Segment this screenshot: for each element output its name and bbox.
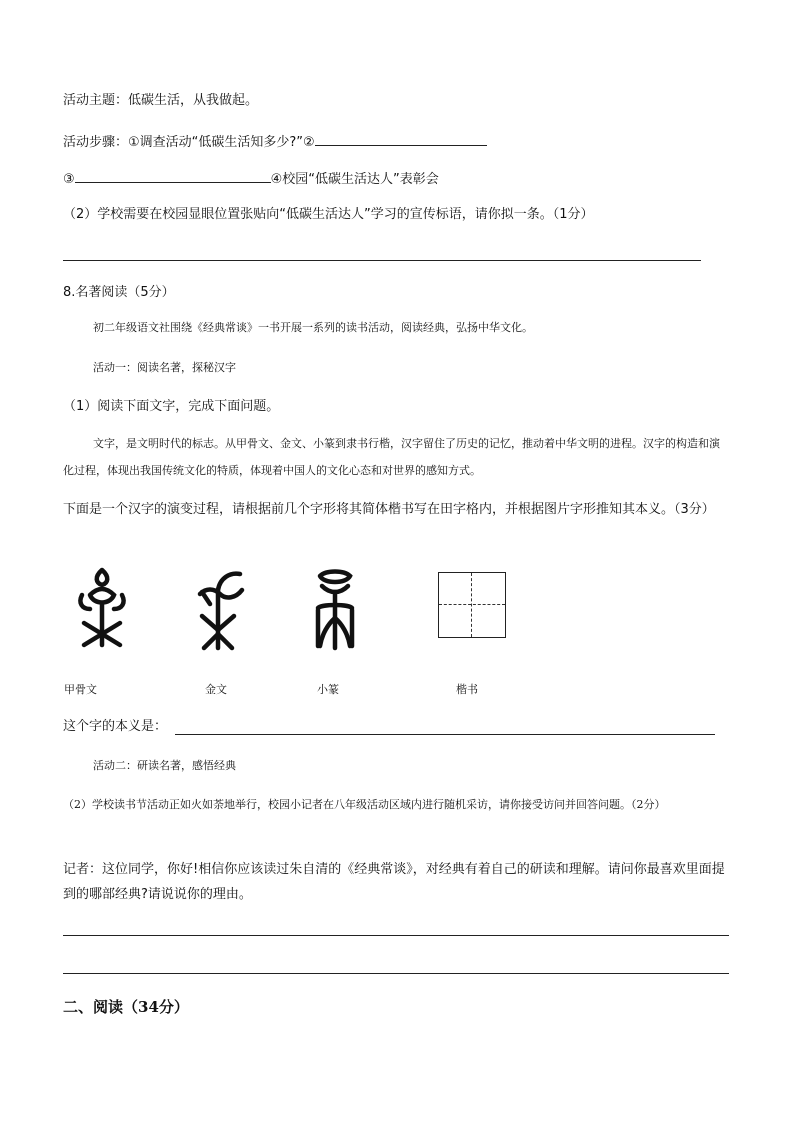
meaning-label: 这个字的本义是： <box>63 719 168 734</box>
slogan-question: （2）学校需要在校园显眼位置张贴向“低碳生活达人”学习的宣传标语，请你拟一条。（1分） <box>63 207 594 222</box>
slogan-answer-line[interactable] <box>63 260 701 261</box>
label-bronze: 金文 <box>205 683 227 696</box>
meaning-answer-line[interactable] <box>175 734 715 735</box>
interview-question: （2）学校读书节活动正如火如荼地举行，校园小记者在八年级活动区域内进行随机采访，请你接受访问并回答问题。（2分） <box>63 798 666 811</box>
section8-intro: 初二年级语文社围绕《经典常谈》一书开展一系列的读书活动，阅读经典，弘扬中华文化。 <box>93 321 533 334</box>
tianzige-grid-box[interactable] <box>438 572 506 638</box>
label-oracle-bone: 甲骨文 <box>64 683 97 696</box>
seal-glyph-icon <box>310 568 360 653</box>
activity-steps <box>63 131 487 152</box>
grid-dash-horizontal <box>439 604 505 605</box>
step2-answer-blank[interactable] <box>315 131 487 146</box>
step4-label: ④校园“低碳生活达人”表彰会 <box>270 172 439 187</box>
grid-dash-vertical <box>471 573 472 637</box>
activity-theme: 活动主题：低碳生活，从我做起。 <box>63 93 259 108</box>
activity-steps-2 <box>63 168 439 189</box>
label-regular-script: 楷书 <box>456 683 478 696</box>
reporter-prompt: 记者：这位同学，你好!相信你应该读过朱自清的《经典常谈》，对经典有着自己的研读和理解。请问你最喜欢里面提到的哪部经典?请说说你的理由。 <box>63 862 725 902</box>
activity1-title: 活动一：阅读名著，探秘汉字 <box>93 361 236 374</box>
step3-answer-blank[interactable] <box>75 168 271 183</box>
section2-heading: 二、阅读（34分） <box>63 998 189 1016</box>
answer-line-2[interactable] <box>63 973 729 974</box>
label-seal: 小篆 <box>317 683 339 696</box>
q1-instruction: （1）阅读下面文字，完成下面问题。 <box>63 399 280 414</box>
glyph-task: 下面是一个汉字的演变过程，请根据前几个字形将其简体楷书写在田字格内，并根据图片字形推知其本义。（3分） <box>63 502 715 517</box>
answer-line-1[interactable] <box>63 935 729 936</box>
step3-label: ③ <box>63 172 75 187</box>
section8-title: 8.名著阅读（5分） <box>63 285 175 300</box>
passage-text: 文字，是文明时代的标志。从甲骨文、金文、小篆到隶书行楷，汉字留住了历史的记忆，推动着中华文明的进程。汉字的构造和演化过程，体现出我国传统文化的特质，体现着中国人的文化心态和对世界的感知方式。 <box>63 437 720 477</box>
activity-steps-label: 活动步骤：①调查活动“低碳生活知多少?”② <box>63 135 315 150</box>
activity2-title: 活动二：研读名著，感悟经典 <box>93 759 236 772</box>
oracle-bone-glyph-icon <box>72 565 132 655</box>
bronze-glyph-icon <box>190 568 245 653</box>
